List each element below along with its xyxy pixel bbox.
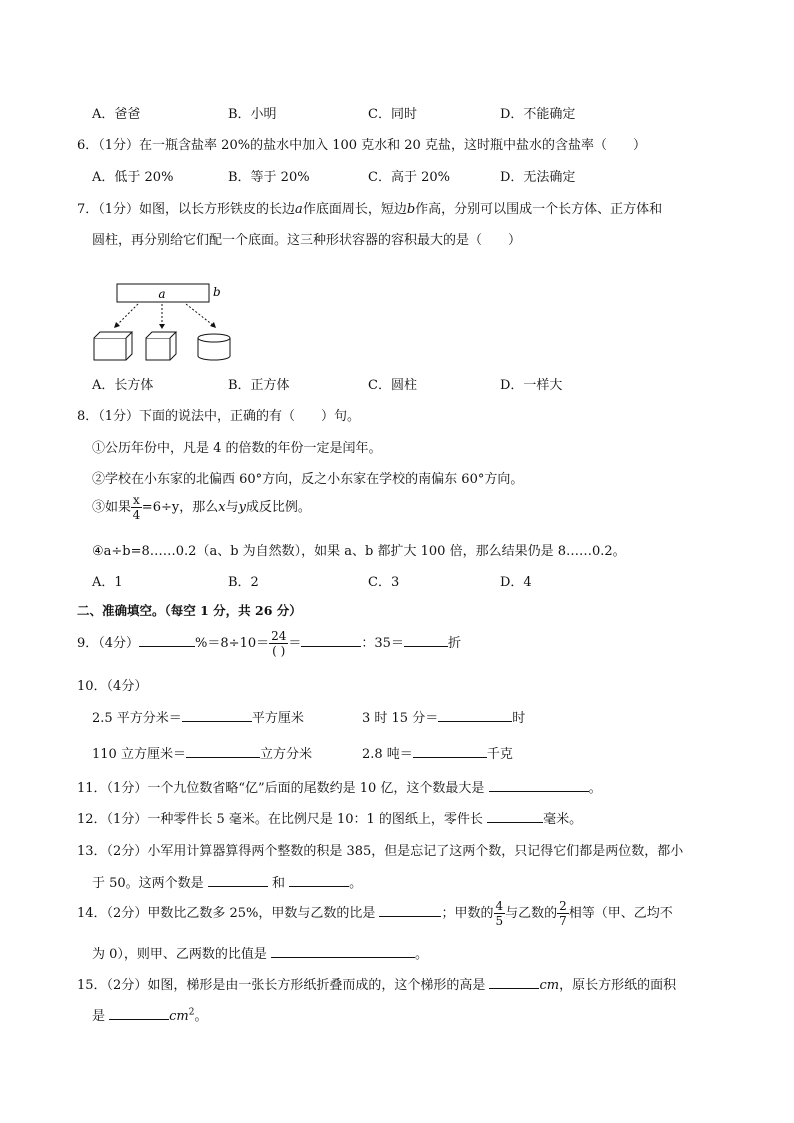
q8-option-d[interactable]: D．4 (500, 575, 532, 590)
q13-blank-2[interactable] (289, 872, 349, 887)
q10-item-d: 2.8 吨＝ 千克 (362, 743, 513, 762)
q6-text: 6．（1分）在一瓶含盐率 20%的盐水中加入 100 克水和 20 克盐，这时瓶中盐水的含盐率（ ） (77, 138, 646, 153)
q5-option-a[interactable]: A．爸爸 (92, 107, 141, 122)
label-a: a (158, 287, 166, 301)
q7-line2: 圆柱，再分别给它们配一个底面。这三种形状容器的容积最大的是（ ） (92, 233, 522, 248)
q13-line1: 13．（2分）小军用计算器算得两个整数的积是 385，但是忘记了这两个数，只记得它们都是两位数，都小 (77, 844, 684, 859)
q7-option-c[interactable]: C．圆柱 (368, 378, 417, 393)
q7-option-d[interactable]: D．一样大 (500, 378, 563, 393)
q10-item-b: 3 时 15 分＝ 时 (362, 707, 525, 726)
q14-blank-1[interactable] (379, 902, 441, 917)
q10-head: 10．（4分） (77, 679, 148, 694)
section-2-title: 二、准确填空。（每空 1 分，共 26 分） (77, 603, 302, 618)
cube-shape (146, 332, 176, 360)
q10-item-c: 110 立方厘米＝ 立方分米 (92, 743, 312, 762)
q15-blank-1[interactable] (489, 974, 539, 989)
q15-line1: 15．（2分）如图，梯形是由一张长方形纸折叠而成的，这个梯形的高是 cm，原长方形纸的面积 (77, 974, 676, 993)
cuboid-shape (94, 332, 132, 360)
q14-line1: 14．（2分）甲数比乙数多 25%，甲数与乙数的比是 ；甲数的 $\frac{4}{5}$ 与乙数的 $\frac{2}{7}$ 相等（甲、乙均不 (77, 899, 673, 928)
label-b: b (213, 285, 221, 299)
q9-line: 9．（4分） %＝8÷10＝ $\frac{24}{( )}$ ＝ ：35＝ 折 (77, 629, 461, 658)
q6-option-b[interactable]: B．等于 20% (228, 170, 310, 185)
q8-statement-2: ②学校在小东家的北偏西 60°方向，反之小东家在学校的南偏东 60°方向。 (92, 472, 524, 487)
q14-blank-2[interactable] (271, 943, 415, 958)
q15-line2: 是 $cm^2$。 (92, 1005, 208, 1024)
q7-option-b[interactable]: B．正方体 (228, 378, 290, 393)
q13-blank-1[interactable] (208, 872, 268, 887)
q10-item-a: 2.5 平方分米＝ 平方厘米 (92, 707, 304, 726)
q6-option-c[interactable]: C．高于 20% (368, 170, 450, 185)
q12-line: 12．（1分）一种零件长 5 毫米。在比例尺是 10：1 的图纸上，零件长 毫米。 (77, 808, 582, 827)
fraction-2-over-7: $\frac{2}{7}$ (559, 899, 567, 928)
q6-option-a[interactable]: A．低于 20% (92, 170, 174, 185)
q8-option-b[interactable]: B．2 (228, 575, 259, 590)
q8-statement-1: ①公历年份中，凡是 4 的倍数的年份一定是闰年。 (92, 441, 382, 456)
cylinder-shape (198, 334, 230, 360)
q15-blank-2[interactable] (109, 1005, 169, 1020)
q14-line2: 为 0），则甲、乙两数的比值是 。 (92, 943, 428, 962)
q9-blank-3[interactable] (404, 632, 448, 647)
q9-blank-1[interactable] (139, 632, 195, 647)
q11-blank[interactable] (489, 777, 589, 792)
q11-line: 11．（1分）一个九位数省略“亿”后面的尾数约是 10 亿，这个数最大是 。 (77, 777, 602, 796)
q6-option-d[interactable]: D．无法确定 (500, 170, 576, 185)
q7-line1: 7．（1分）如图，以长方形铁皮的长边a作底面周长，短边b作高，分别可以围成一个长方体、正方体和 (77, 202, 663, 217)
q5-option-c[interactable]: C．同时 (368, 107, 417, 122)
q8-statement-3: ③如果 $\frac{x}{4}$ =6÷y，那么x与y成反比例。 (92, 493, 311, 522)
q5-option-b[interactable]: B．小明 (228, 107, 277, 122)
q10-blank-d[interactable] (413, 743, 487, 758)
q10-blank-b[interactable] (438, 707, 512, 722)
q9-blank-2[interactable] (301, 632, 361, 647)
fraction-4-over-5: $\frac{4}{5}$ (495, 899, 504, 928)
q12-blank[interactable] (487, 808, 543, 823)
q7-figure (88, 280, 248, 370)
arrows (116, 304, 214, 326)
q10-blank-a[interactable] (182, 707, 252, 722)
arrow-heads (114, 322, 216, 329)
q8-option-c[interactable]: C．3 (368, 575, 400, 590)
fraction-x-over-4: $\frac{x}{4}$ (132, 493, 141, 522)
fraction-24-over-blank: $\frac{24}{( )}$ (271, 629, 287, 658)
q8-text: 8．（1分）下面的说法中，正确的有（ ）句。 (77, 409, 361, 424)
q7-option-a[interactable]: A．长方体 (92, 378, 154, 393)
q8-option-a[interactable]: A．1 (92, 575, 123, 590)
q8-statement-4: ④a÷b=8……0.2（a、b 为自然数），如果 a、b 都扩大 100 倍，那么结果仍是 8……0.2。 (92, 544, 626, 559)
q10-blank-c[interactable] (186, 743, 260, 758)
q13-line2: 于 50。这两个数是 和 。 (92, 872, 362, 891)
q5-option-d[interactable]: D．不能确定 (500, 107, 576, 122)
